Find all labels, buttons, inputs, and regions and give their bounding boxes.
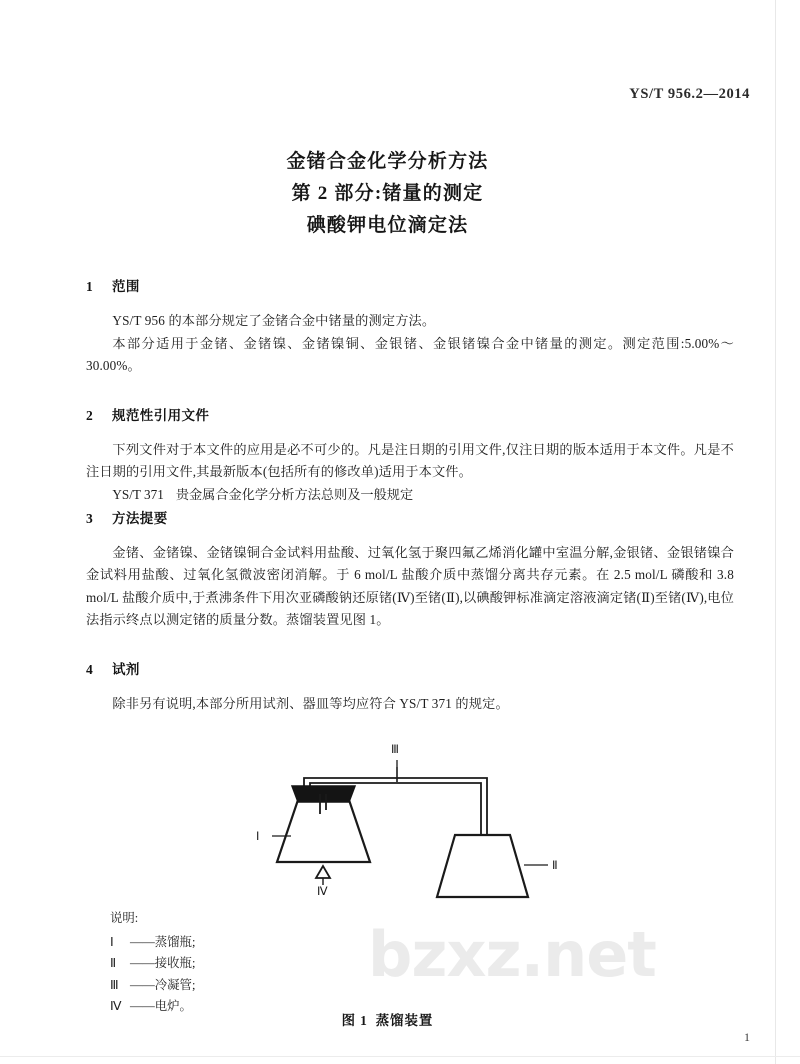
running-header-standard-code: YS/T 956.2—2014 xyxy=(629,86,750,102)
section-3 xyxy=(86,507,734,632)
section-3-number: 3 xyxy=(86,510,94,526)
legend-item-3-numeral: Ⅲ xyxy=(110,977,119,992)
section-4-number: 4 xyxy=(86,661,94,677)
figure-caption-number: 1 xyxy=(360,1013,368,1028)
section-2-paragraph-1: 下列文件对于本文件的应用是必不可少的。凡是注日期的引用文件,仅注日期的版本适用于本文件。凡是不注日期的引用文件,其最新版本(包括所有的修改单)适用于本文件。 xyxy=(86,441,734,480)
page-edge-bottom xyxy=(0,1056,800,1057)
legend-item-4-dash: —— xyxy=(130,999,155,1013)
legend-item-3-dash: —— xyxy=(130,977,155,992)
section-4 xyxy=(86,658,734,716)
figure-caption-label: 图 xyxy=(341,1013,357,1028)
legend-item-3 xyxy=(110,975,195,997)
legend-title: 说明: xyxy=(110,911,139,925)
section-3-paragraph-1: 金锗、金锗镍、金锗镍铜合金试料用盐酸、过氧化氢于聚四氟乙烯消化罐中室温分解,金银锗、金银锗镍合金试料用盐酸、过氧化氢微波密闭消解。于 6 mol/L 盐酸介质中蒸馏分离共存元素。在 2.5 mol/L 磷酸和 3.8 mol/L 盐酸介质中,于煮沸条件下用次亚磷酸钠还原锗(Ⅳ)至锗(Ⅱ),以碘酸钾标准滴定溶液滴定锗(Ⅱ)至锗(Ⅳ),电位法指示终点以测定锗的质量分数。蒸馏装置见图 1。 xyxy=(86,544,734,628)
section-1 xyxy=(86,275,734,378)
legend-item-2 xyxy=(110,953,195,975)
legend-item-1-numeral: Ⅰ xyxy=(110,934,114,949)
figure-1-caption xyxy=(0,1010,775,1029)
section-2-heading xyxy=(86,404,734,424)
title-line-2: 第 2 部分:锗量的测定 xyxy=(291,183,484,204)
figure-label-II: Ⅱ xyxy=(552,860,558,872)
legend-item-4-numeral: Ⅳ xyxy=(110,999,122,1013)
figure-label-I: Ⅰ xyxy=(256,831,260,843)
legend-item-1 xyxy=(110,932,195,954)
page-edge-right xyxy=(775,0,776,1064)
legend-item-2-text: 接收瓶; xyxy=(154,956,196,970)
legend-item-4-text: 电炉。 xyxy=(154,999,192,1013)
figure-1-legend xyxy=(110,908,195,1018)
figure-1-distillation-apparatus xyxy=(0,744,775,902)
legend-item-3-text: 冷凝管; xyxy=(154,977,196,992)
normative-reference-title: 贵金属合金化学分析方法总则及一般规定 xyxy=(175,486,414,502)
section-1-paragraph-1: YS/T 956 的本部分规定了金锗合金中锗量的测定方法。 xyxy=(112,313,436,328)
figure-1-drawing xyxy=(0,744,775,902)
figure-label-IV: Ⅳ xyxy=(317,886,328,898)
document-body xyxy=(86,275,734,716)
section-1-title: 范围 xyxy=(112,279,140,294)
section-2-number: 2 xyxy=(86,407,94,423)
section-1-paragraph-2: 本部分适用于金锗、金锗镍、金锗镍铜、金银锗、金银锗镍合金中锗量的测定。测定范围:5.00%～30.00%。 xyxy=(86,335,734,374)
distillation-apparatus-svg xyxy=(0,752,775,902)
legend-item-2-dash: —— xyxy=(130,956,155,970)
page-number: 1 xyxy=(744,1030,750,1044)
title-line-3: 碘酸钾电位滴定法 xyxy=(306,215,469,236)
site-watermark: bzxz.net xyxy=(368,918,656,991)
normative-reference-id: YS/T 371 xyxy=(112,486,164,502)
figure-label-III: Ⅲ xyxy=(391,744,399,756)
section-2-title: 规范性引用文件 xyxy=(112,407,210,423)
section-4-paragraph-1: 除非另有说明,本部分所用试剂、器皿等均应符合 YS/T 371 的规定。 xyxy=(112,695,509,711)
legend-item-1-text: 蒸馏瓶; xyxy=(154,934,196,949)
section-1-heading xyxy=(86,275,734,295)
normative-reference-entry xyxy=(86,484,734,507)
section-2 xyxy=(86,404,734,507)
document-title xyxy=(0,146,775,242)
section-1-number: 1 xyxy=(86,279,94,294)
section-4-heading xyxy=(86,658,734,678)
title-line-1: 金锗合金化学分析方法 xyxy=(286,151,489,172)
figure-caption-text: 蒸馏装置 xyxy=(375,1013,434,1028)
legend-item-2-numeral: Ⅱ xyxy=(110,956,117,970)
section-3-title: 方法提要 xyxy=(112,510,168,526)
section-3-heading xyxy=(86,507,734,527)
legend-item-1-dash: —— xyxy=(130,934,155,949)
section-4-title: 试剂 xyxy=(112,661,140,677)
